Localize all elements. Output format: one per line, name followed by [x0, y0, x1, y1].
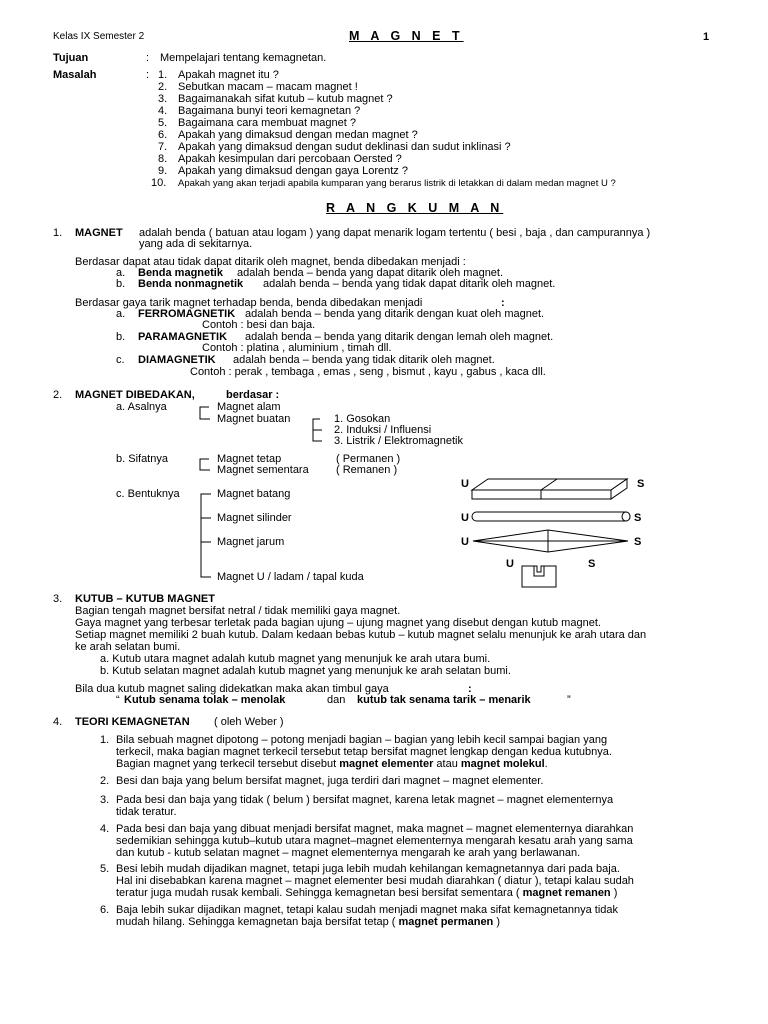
- u-magnet-shape: [522, 566, 556, 587]
- s1-dia-letter: c.: [116, 354, 125, 366]
- pole-u-label: U: [461, 536, 469, 548]
- masalah-num: 1.: [158, 69, 168, 81]
- s4-item5-num: 5.: [100, 863, 110, 875]
- s4-item1-line3-text: Bagian magnet yang terkecil tersebut disebut: [116, 758, 337, 770]
- tujuan-separator: :: [146, 52, 150, 64]
- cylinder-magnet-shape: [472, 512, 630, 521]
- masalah-num: 9.: [158, 165, 168, 177]
- s3-title: KUTUB – KUTUB MAGNET: [75, 593, 215, 605]
- s1-b-letter: b.: [116, 278, 126, 290]
- s4-item5-line3-text: teratur juga mudah rusak kembali. Sehingga kemagnetan besi bersifat sementara (: [116, 887, 520, 899]
- s2-sementara-note: ( Remanen ): [336, 464, 398, 476]
- term-magnet-permanen: magnet permanen: [398, 916, 494, 928]
- masalah-item: Sebutkan macam – macam magnet !: [178, 81, 358, 93]
- masalah-item: Apakah yang dimaksud dengan medan magnet ?: [178, 129, 418, 141]
- masalah-num: 2.: [158, 81, 168, 93]
- s4-item6-line2-close: ): [496, 916, 501, 928]
- s4-number: 4.: [53, 716, 63, 728]
- s1-b-text: adalah benda – benda yang tidak dapat ditarik oleh magnet.: [263, 278, 556, 290]
- s1-ferro-letter: a.: [116, 308, 126, 320]
- s2-number: 2.: [53, 389, 63, 401]
- s4-item2-num: 2.: [100, 775, 110, 787]
- s1-paragraph1: Berdasar dapat atau tidak dapat ditarik oleh magnet, benda dibedakan menjadi :: [75, 256, 466, 268]
- s3-line2: Gaya magnet yang terbesar terletak pada bagian ujung – ujung magnet yang disebut dengan kutub magnet.: [75, 617, 601, 629]
- s1-b-term: Benda nonmagnetik: [138, 278, 244, 290]
- s1-paragraph2: Berdasar gaya tarik magnet terhadap benda, benda dibedakan menjadi: [75, 297, 423, 309]
- masalah-item: Apakah yang dimaksud dengan gaya Lorentz ?: [178, 165, 408, 177]
- class-semester-label: Kelas IX Semester 2: [53, 31, 145, 42]
- s1-para-example: Contoh : platina , aluminium , timah dll.: [202, 342, 392, 354]
- s2-buatan-item: 2. Induksi / Influensi: [334, 424, 432, 436]
- tujuan-label: Tujuan: [53, 52, 89, 64]
- s1-dia-term: DIAMAGNETIK: [138, 354, 216, 366]
- masalah-item: Bagaimana bunyi teori kemagnetan ?: [178, 105, 361, 117]
- pole-s-label: S: [637, 478, 645, 490]
- masalah-separator: :: [146, 69, 150, 81]
- s3-line5-colon: :: [468, 683, 472, 695]
- masalah-num: 6.: [158, 129, 168, 141]
- s1-para-text: adalah benda – benda yang ditarik dengan lemah oleh magnet.: [245, 331, 554, 343]
- s3-quote-close: ”: [567, 694, 571, 706]
- masalah-num: 3.: [158, 93, 168, 105]
- s1-ferro-text: adalah benda – benda yang ditarik dengan kuat oleh magnet.: [245, 308, 545, 320]
- s4-item5-line3-close: ): [613, 887, 618, 899]
- s1-definition-line2: yang ada di sekitarnya.: [139, 238, 253, 250]
- s2-magnet-jarum: Magnet jarum: [217, 536, 285, 548]
- s2-title-suffix: berdasar :: [226, 389, 280, 401]
- page-title: M A G N E T: [349, 29, 464, 43]
- s2-b-label: b. Sifatnya: [116, 453, 168, 465]
- s1-definition-line1: adalah benda ( batuan atau logam ) yang dapat menarik logam tertentu ( besi , baja , dan campurannya ): [139, 227, 651, 239]
- s4-item4-num: 4.: [100, 823, 110, 835]
- s2-tetap-note: ( Permanen ): [336, 453, 401, 465]
- s4-item5-line1: Besi lebih mudah dijadikan magnet, tetapi juga lebih mudah kehilangan kemagnetannya dari pada baja.: [116, 863, 620, 875]
- s3-line4: ke arah selatan bumi.: [75, 641, 181, 653]
- page-number: 1: [703, 31, 710, 43]
- tujuan-text: Mempelajari tentang kemagnetan.: [160, 52, 327, 64]
- s2-magnet-sementara: Magnet sementara: [217, 464, 309, 476]
- pole-s-label: S: [588, 558, 596, 570]
- masalah-num: 8.: [158, 153, 168, 165]
- pole-u-label: U: [461, 478, 469, 490]
- s2-buatan-item: 3. Listrik / Elektromagnetik: [334, 435, 463, 447]
- s3-line5: Bila dua kutub magnet saling didekatkan maka akan timbul gaya: [75, 683, 389, 695]
- s4-item4-line3: dan kutub - kutub selatan magnet – magnet elementernya mengarah ke arah yang berlawanan.: [116, 847, 581, 859]
- s4-item1-line2: terkecil, maka bagian magnet terkecil tersebut tetap bersifat magnet lengkap dengan kedua kutubnya.: [116, 746, 612, 758]
- s3-rule1: Kutub senama tolak – menolak: [124, 694, 286, 706]
- s4-item1-num: 1.: [100, 734, 110, 746]
- s3-rule-and: dan: [327, 694, 346, 706]
- s2-title: MAGNET DIBEDAKAN,: [75, 389, 195, 401]
- s4-subtitle: ( oleh Weber ): [214, 716, 284, 728]
- s3-number: 3.: [53, 593, 63, 605]
- s2-a-label: a. Asalnya: [116, 401, 167, 413]
- s1-number: 1.: [53, 227, 63, 239]
- s1-para-letter: b.: [116, 331, 126, 343]
- masalah-num: 4.: [158, 105, 168, 117]
- s4-title: TEORI KEMAGNETAN: [75, 716, 190, 728]
- s3-rule2: kutub tak senama tarik – menarik: [357, 694, 531, 706]
- s2-magnet-batang: Magnet batang: [217, 488, 291, 500]
- masalah-item: Apakah yang dimaksud dengan sudut deklinasi dan sudut inklinasi ?: [178, 141, 511, 153]
- bar-magnet-shape: [472, 479, 627, 499]
- pole-u-label: U: [506, 558, 514, 570]
- masalah-item: Bagaimana cara membuat magnet ?: [178, 117, 356, 129]
- s2-magnet-ladam: Magnet U / ladam / tapal kuda: [217, 571, 364, 583]
- s4-item5-line2: Hal ini disebabkan karena magnet – magnet elementer besi mudah diarahkan ( diatur ), tetapi kalau sudah: [116, 875, 634, 887]
- masalah-item: Apakah magnet itu ?: [178, 69, 279, 81]
- s1-para-term: PARAMAGNETIK: [138, 331, 228, 343]
- pole-u-label: U: [461, 512, 469, 524]
- s1-ferro-example: Contoh : besi dan baja.: [202, 319, 316, 331]
- s4-item6-num: 6.: [100, 904, 110, 916]
- s4-item6-line2: [116, 916, 500, 928]
- term-magnet-remanen: magnet remanen: [522, 887, 611, 899]
- s4-item6-line2-text: mudah hilang. Sehingga kemagnetan baja bersifat tetap (: [116, 916, 396, 928]
- s1-a-text: adalah benda – benda yang dapat ditarik oleh magnet.: [237, 267, 504, 279]
- s4-item1-line3-or: atau: [436, 758, 458, 770]
- s4-item3-num: 3.: [100, 794, 110, 806]
- masalah-item: Bagaimanakah sifat kutub – kutub magnet ?: [178, 93, 393, 105]
- s2-magnet-silinder: Magnet silinder: [217, 512, 292, 524]
- s1-paragraph2-colon: :: [501, 297, 505, 309]
- section-title-rangkuman: R A N G K U M A N: [326, 201, 504, 215]
- s1-ferro-term: FERROMAGNETIK: [138, 308, 236, 320]
- term-magnet-elementer: magnet elementer: [339, 758, 434, 770]
- s2-magnet-tetap: Magnet tetap: [217, 453, 282, 465]
- needle-magnet-shape: [473, 530, 628, 552]
- s4-item1-line3: [116, 758, 548, 770]
- s3-quote-open: “: [116, 694, 120, 706]
- pole-s-label: S: [634, 512, 642, 524]
- term-magnet-molekul: magnet molekul: [460, 758, 545, 770]
- s1-a-term: Benda magnetik: [138, 267, 223, 279]
- s4-item3-line2: tidak teratur.: [116, 806, 177, 818]
- masalah-num: 5.: [158, 117, 168, 129]
- s4-item5-line3: [116, 887, 617, 899]
- s2-c-label: c. Bentuknya: [116, 488, 180, 500]
- s1-dia-example: Contoh : perak , tembaga , emas , seng , bismut , kayu , gabus , kaca dll.: [190, 366, 546, 378]
- pole-s-label: S: [634, 536, 642, 548]
- s4-item6-line1: Baja lebih sukar dijadikan magnet, tetapi kalau sudah menjadi magnet maka sifat kemagnetannya tidak: [116, 904, 619, 916]
- masalah-item: Apakah yang akan terjadi apabila kumparan yang berarus listrik di letakkan di dalam medan magnet U ?: [178, 178, 616, 189]
- s1-term-magnet: MAGNET: [75, 227, 123, 239]
- s1-a-letter: a.: [116, 267, 126, 279]
- s4-item3-line1: Pada besi dan baja yang tidak ( belum ) bersifat magnet, karena letak magnet – magnet elementernya: [116, 794, 614, 806]
- s3-line1: Bagian tengah magnet bersifat netral / tidak memiliki gaya magnet.: [75, 605, 401, 617]
- s2-magnet-alam: Magnet alam: [217, 401, 281, 413]
- masalah-num: 10.: [151, 177, 167, 189]
- s2-magnet-buatan: Magnet buatan: [217, 413, 291, 425]
- s1-dia-text: adalah benda – benda yang tidak ditarik oleh magnet.: [233, 354, 495, 366]
- masalah-label: Masalah: [53, 69, 97, 81]
- s3-point-b: b. Kutub selatan magnet adalah kutub magnet yang menunjuk ke arah selatan bumi.: [100, 665, 511, 677]
- s2-buatan-item: 1. Gosokan: [334, 413, 391, 425]
- s4-item1-line1: Bila sebuah magnet dipotong – potong menjadi bagian – bagian yang lebih kecil sampai bagian yang: [116, 734, 608, 746]
- s4-item4-line2: sedemikian sehingga kutub–kutub utara magnet–magnet elementernya mengarah kesatu arah yang sama: [116, 835, 633, 847]
- masalah-item: Apakah kesimpulan dari percobaan Oersted ?: [178, 153, 402, 165]
- s3-line3: Setiap magnet memiliki 2 buah kutub. Dalam kedaan bebas kutub – kutub magnet selalu menunjuk ke arah utara dan: [75, 629, 647, 641]
- s3-point-a: a. Kutub utara magnet adalah kutub magnet yang menunjuk ke arah utara bumi.: [100, 653, 491, 665]
- s4-item1-line3-period: .: [544, 758, 548, 770]
- s4-item4-line1: Pada besi dan baja yang dibuat menjadi bersifat magnet, maka magnet – magnet elementernya diarahkan: [116, 823, 634, 835]
- s4-item2-text: Besi dan baja yang belum bersifat magnet, juga terdiri dari magnet – magnet elementer.: [116, 775, 544, 787]
- masalah-num: 7.: [158, 141, 168, 153]
